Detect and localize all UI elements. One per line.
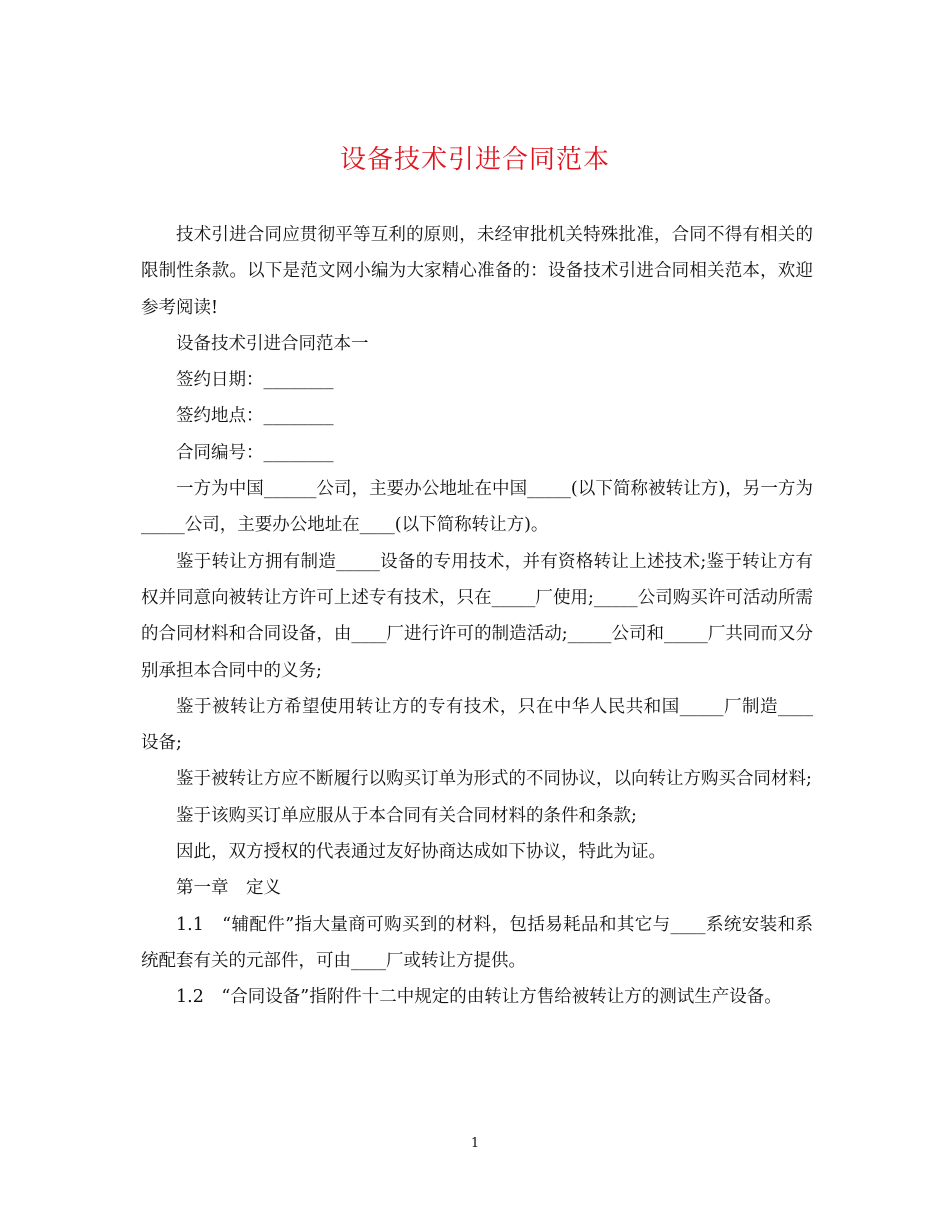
whereas-paragraph-2: 鉴于被转让方希望使用转让方的专有技术，只在中华人民共和国_____厂制造____设备; <box>141 696 813 754</box>
document-title: 设备技术引进合同范本 <box>339 145 610 175</box>
clause-1-2: 1.2 “合同设备”指附件十二中规定的由转让方售给被转让方的测试生产设备。 <box>176 987 782 1008</box>
contract-number-line: 合同编号：________ <box>176 442 334 463</box>
document-body <box>141 217 813 1016</box>
whereas-paragraph-4: 鉴于该购买订单应服从于本合同有关合同材料的条件和条款; <box>176 805 637 826</box>
whereas-paragraph-3: 鉴于被转让方应不断履行以购买订单为形式的不同协议，以向转让方购买合同材料; <box>176 769 812 790</box>
agreement-paragraph: 因此，双方授权的代表通过友好协商达成如下协议，特此为证。 <box>176 842 666 863</box>
section-heading-sample-one: 设备技术引进合同范本一 <box>176 333 369 354</box>
signing-place-line: 签约地点：________ <box>176 406 334 427</box>
parties-paragraph: 一方为中国______公司，主要办公地址在中国_____(以下简称被转让方)，另一方为_____公司，主要办公地址在____(以下简称转让方)。 <box>141 479 813 536</box>
intro-paragraph: 技术引进合同应贯彻平等互利的原则，未经审批机关特殊批准，合同不得有相关的限制性条款。以下是范文网小编为大家精心准备的：设备技术引进合同相关范本，欢迎参考阅读! <box>141 225 813 318</box>
signing-date-line: 签约日期：________ <box>176 370 334 391</box>
clause-1-1: 1.1 “辅配件”指大量商可购买到的材料，包括易耗品和其它与____系统安装和系统配套有关的元部件，可由____厂或转让方提供。 <box>141 914 813 971</box>
chapter-heading-definitions: 第一章 定义 <box>176 878 281 899</box>
whereas-paragraph-1: 鉴于转让方拥有制造_____设备的专用技术，并有资格转让上述技术;鉴于转让方有权并同意向被转让方许可上述专有技术，只在_____厂使用;_____公司购买许可活动所需的合同材料和合同设备，由____厂进行许可的制造活动;_____公司和_____厂共同而又分别承担本合同中的义务; <box>141 551 813 681</box>
page-number: 1 <box>470 1136 480 1151</box>
